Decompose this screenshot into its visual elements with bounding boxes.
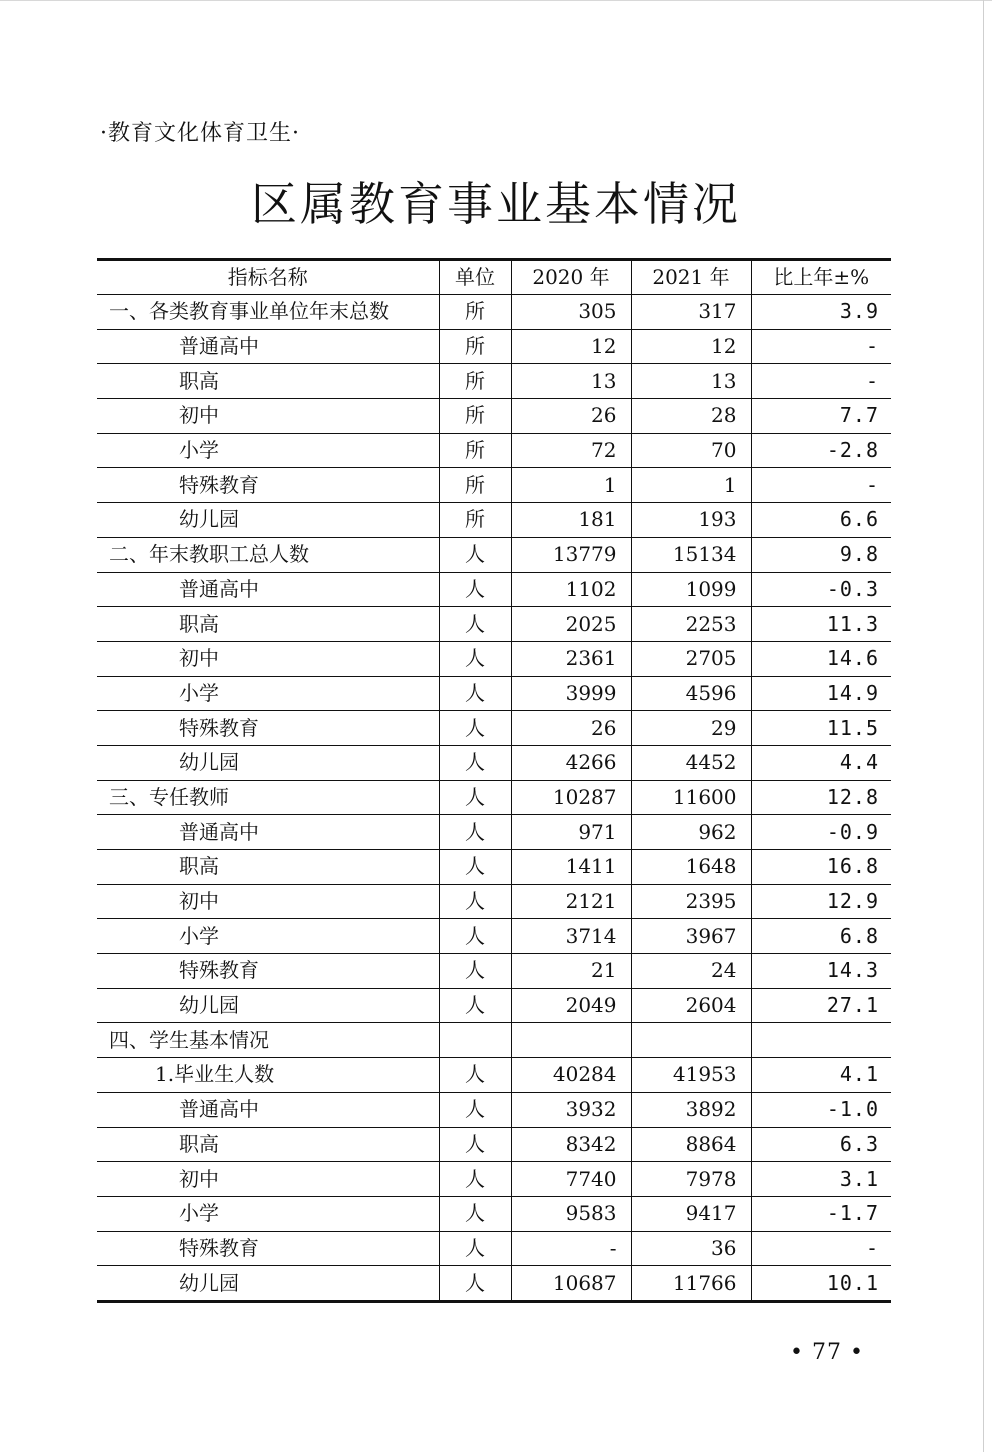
table-row [97,850,891,885]
unit-cell: 人 [439,1162,511,1197]
indicator-name-cell: 特殊教育 [97,711,439,746]
change-percent-cell: - [751,468,891,503]
value-2021-cell: 193 [631,503,751,538]
unit-cell: 所 [439,468,511,503]
table-row [97,503,891,538]
indicator-name-cell: 职高 [97,364,439,399]
value-2021-cell: 1648 [631,850,751,885]
change-percent-cell: 27.1 [751,988,891,1023]
change-percent-cell: 6.3 [751,1127,891,1162]
indicator-name-cell: 四、学生基本情况 [97,1023,439,1058]
unit-cell: 所 [439,503,511,538]
unit-cell: 人 [439,537,511,572]
value-2021-cell: 2395 [631,884,751,919]
indicator-name-cell: 小学 [97,433,439,468]
table-row [97,572,891,607]
table-row [97,1092,891,1127]
table-row [97,988,891,1023]
value-2020-cell: 1 [511,468,631,503]
unit-cell: 人 [439,919,511,954]
table-row [97,537,891,572]
unit-cell: 所 [439,399,511,434]
value-2020-cell: 9583 [511,1196,631,1231]
indicator-name-cell: 初中 [97,641,439,676]
unit-cell [439,1023,511,1058]
unit-cell: 人 [439,1058,511,1093]
value-2020-cell: 21 [511,954,631,989]
value-2020-cell: 13 [511,364,631,399]
table-row [97,815,891,850]
value-2021-cell: 9417 [631,1196,751,1231]
value-2020-cell: 7740 [511,1162,631,1197]
value-2020-cell: 4266 [511,745,631,780]
value-2020-cell: 26 [511,711,631,746]
change-percent-cell: 11.5 [751,711,891,746]
indicator-name-cell: 二、年末教职工总人数 [97,537,439,572]
table-row [97,919,891,954]
indicator-name-cell: 职高 [97,850,439,885]
value-2021-cell: 29 [631,711,751,746]
unit-cell: 人 [439,884,511,919]
change-percent-cell: 4.4 [751,745,891,780]
unit-cell: 人 [439,1092,511,1127]
table-row [97,433,891,468]
change-percent-cell: 14.9 [751,676,891,711]
change-percent-cell: 6.8 [751,919,891,954]
value-2020-cell: 3999 [511,676,631,711]
table-row [97,780,891,815]
table-row [97,329,891,364]
unit-cell: 所 [439,295,511,330]
value-2021-cell: 1099 [631,572,751,607]
section-label: ·教育文化体育卫生· [100,121,300,146]
change-percent-cell: 3.9 [751,295,891,330]
page-top-edge [0,0,992,1]
value-2020-cell: 1411 [511,850,631,885]
change-percent-cell: 9.8 [751,537,891,572]
indicator-name-cell: 特殊教育 [97,954,439,989]
change-percent-cell: 10.1 [751,1266,891,1302]
value-2021-cell: 11600 [631,780,751,815]
unit-cell: 人 [439,572,511,607]
value-2020-cell: 3714 [511,919,631,954]
unit-cell: 所 [439,433,511,468]
value-2021-cell: 24 [631,954,751,989]
table-row [97,1127,891,1162]
unit-cell: 人 [439,711,511,746]
value-2021-cell: 70 [631,433,751,468]
value-2021-cell: 15134 [631,537,751,572]
value-2020-cell: 3932 [511,1092,631,1127]
value-2021-cell: 13 [631,364,751,399]
change-percent-cell: 7.7 [751,399,891,434]
table-row [97,1266,891,1302]
table-row [97,607,891,642]
change-percent-cell: 14.6 [751,641,891,676]
change-percent-cell: 14.3 [751,954,891,989]
value-2021-cell: 317 [631,295,751,330]
indicator-name-cell: 幼儿园 [97,1266,439,1302]
education-stats-table [97,258,891,1303]
column-header-2020: 2020 年 [511,260,631,295]
unit-cell: 人 [439,850,511,885]
indicator-name-cell: 小学 [97,919,439,954]
unit-cell: 所 [439,329,511,364]
indicator-name-cell: 一、各类教育事业单位年末总数 [97,295,439,330]
change-percent-cell: -1.7 [751,1196,891,1231]
table-row [97,954,891,989]
table-row [97,884,891,919]
table-row [97,1196,891,1231]
value-2021-cell: 12 [631,329,751,364]
change-percent-cell: 12.9 [751,884,891,919]
value-2021-cell: 3967 [631,919,751,954]
indicator-name-cell: 职高 [97,1127,439,1162]
value-2020-cell: 12 [511,329,631,364]
indicator-name-cell: 幼儿园 [97,988,439,1023]
value-2020-cell: - [511,1231,631,1266]
value-2020-cell [511,1023,631,1058]
indicator-name-cell: 普通高中 [97,1092,439,1127]
table-row [97,295,891,330]
indicator-name-cell: 幼儿园 [97,745,439,780]
change-percent-cell: 11.3 [751,607,891,642]
value-2021-cell: 36 [631,1231,751,1266]
unit-cell: 人 [439,676,511,711]
column-header-unit: 单位 [439,260,511,295]
unit-cell: 人 [439,745,511,780]
indicator-name-cell: 初中 [97,1162,439,1197]
unit-cell: 人 [439,641,511,676]
unit-cell: 人 [439,988,511,1023]
table-row [97,711,891,746]
value-2021-cell: 28 [631,399,751,434]
value-2020-cell: 8342 [511,1127,631,1162]
unit-cell: 人 [439,1231,511,1266]
change-percent-cell: -1.0 [751,1092,891,1127]
indicator-name-cell: 普通高中 [97,572,439,607]
indicator-name-cell: 职高 [97,607,439,642]
value-2020-cell: 1102 [511,572,631,607]
indicator-name-cell: 三、专任教师 [97,780,439,815]
table-row [97,676,891,711]
value-2020-cell: 181 [511,503,631,538]
table-row [97,641,891,676]
indicator-name-cell: 1.毕业生人数 [97,1058,439,1093]
indicator-name-cell: 特殊教育 [97,1231,439,1266]
unit-cell: 人 [439,780,511,815]
column-header-2021: 2021 年 [631,260,751,295]
column-header-indicator: 指标名称 [97,260,439,295]
indicator-name-cell: 普通高中 [97,815,439,850]
table-row [97,1023,891,1058]
value-2021-cell: 4596 [631,676,751,711]
value-2021-cell: 4452 [631,745,751,780]
unit-cell: 人 [439,1127,511,1162]
value-2020-cell: 2361 [511,641,631,676]
value-2021-cell: 2604 [631,988,751,1023]
value-2020-cell: 2049 [511,988,631,1023]
table-row [97,468,891,503]
value-2020-cell: 2025 [511,607,631,642]
unit-cell: 人 [439,607,511,642]
change-percent-cell [751,1023,891,1058]
change-percent-cell: -0.3 [751,572,891,607]
column-header-change: 比上年±% [751,260,891,295]
value-2021-cell: 41953 [631,1058,751,1093]
value-2021-cell: 1 [631,468,751,503]
change-percent-cell: - [751,1231,891,1266]
value-2021-cell [631,1023,751,1058]
unit-cell: 人 [439,815,511,850]
page-number: • 77 • [790,1340,864,1365]
change-percent-cell: - [751,364,891,399]
value-2021-cell: 7978 [631,1162,751,1197]
unit-cell: 人 [439,954,511,989]
indicator-name-cell: 初中 [97,399,439,434]
value-2021-cell: 11766 [631,1266,751,1302]
unit-cell: 所 [439,364,511,399]
table-row [97,1162,891,1197]
value-2020-cell: 305 [511,295,631,330]
value-2021-cell: 962 [631,815,751,850]
value-2021-cell: 2705 [631,641,751,676]
change-percent-cell: 16.8 [751,850,891,885]
change-percent-cell: 3.1 [751,1162,891,1197]
table-row [97,1231,891,1266]
indicator-name-cell: 幼儿园 [97,503,439,538]
value-2020-cell: 10287 [511,780,631,815]
value-2020-cell: 72 [511,433,631,468]
change-percent-cell: -0.9 [751,815,891,850]
unit-cell: 人 [439,1196,511,1231]
table-header-row [97,260,891,295]
change-percent-cell: 4.1 [751,1058,891,1093]
change-percent-cell: 12.8 [751,780,891,815]
indicator-name-cell: 初中 [97,884,439,919]
value-2021-cell: 8864 [631,1127,751,1162]
change-percent-cell: - [751,329,891,364]
value-2020-cell: 40284 [511,1058,631,1093]
value-2020-cell: 10687 [511,1266,631,1302]
table-row [97,364,891,399]
table-row [97,1058,891,1093]
value-2021-cell: 3892 [631,1092,751,1127]
table-body [97,295,891,1302]
change-percent-cell: 6.6 [751,503,891,538]
indicator-name-cell: 普通高中 [97,329,439,364]
indicator-name-cell: 小学 [97,676,439,711]
table-row [97,745,891,780]
change-percent-cell: -2.8 [751,433,891,468]
value-2020-cell: 2121 [511,884,631,919]
indicator-name-cell: 特殊教育 [97,468,439,503]
value-2020-cell: 971 [511,815,631,850]
value-2020-cell: 26 [511,399,631,434]
value-2021-cell: 2253 [631,607,751,642]
table-row [97,399,891,434]
page-title: 区属教育事业基本情况 [251,177,741,231]
value-2020-cell: 13779 [511,537,631,572]
unit-cell: 人 [439,1266,511,1302]
indicator-name-cell: 小学 [97,1196,439,1231]
